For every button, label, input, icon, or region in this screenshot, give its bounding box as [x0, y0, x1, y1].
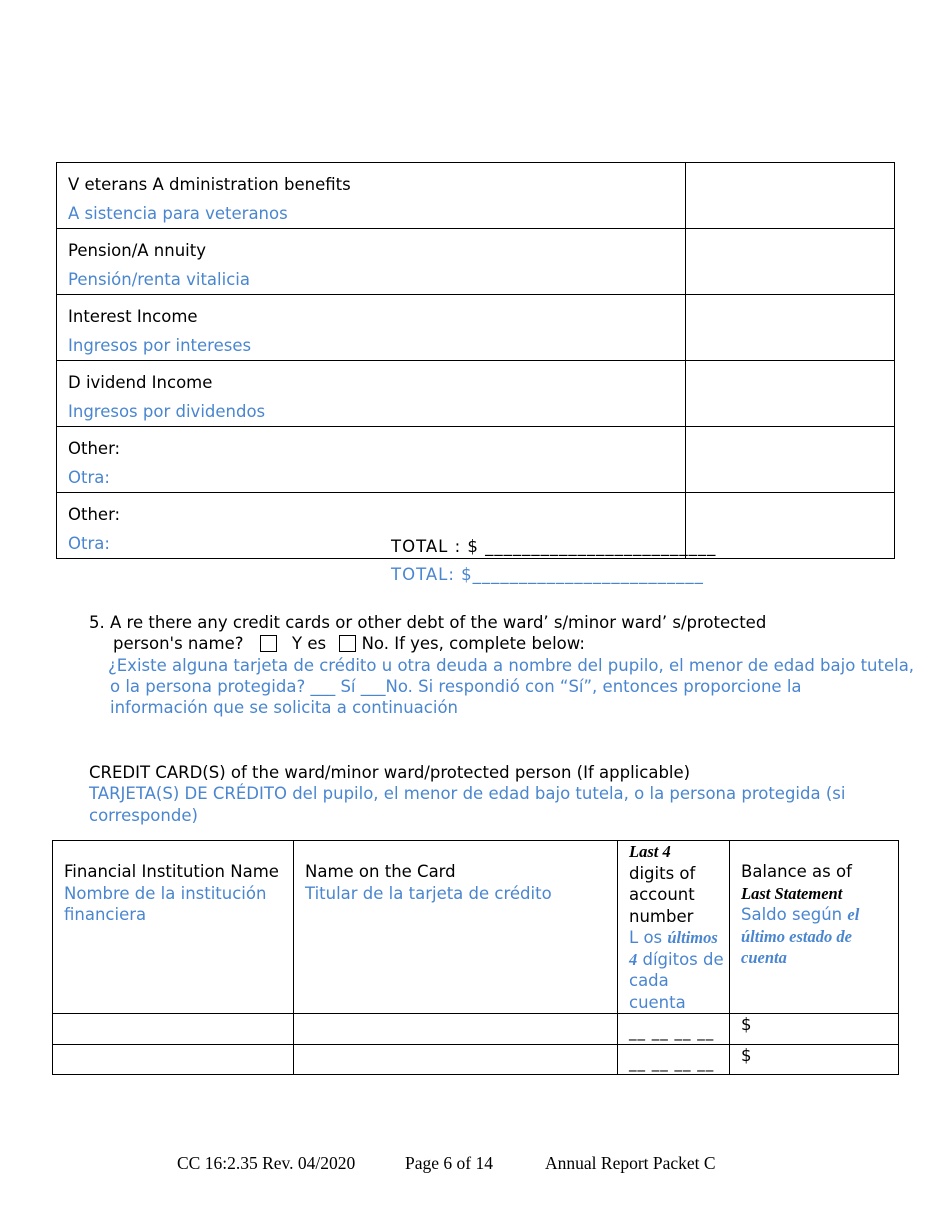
header-col3-es-line1 [629, 927, 729, 949]
balance-field[interactable]: $ [730, 1014, 899, 1045]
credit-card-heading-es-line2: corresponde) [89, 806, 198, 825]
income-label-es: Otra: [68, 534, 110, 553]
header-col3-es-line2 [629, 949, 729, 971]
income-label-cell [57, 427, 686, 493]
header-col3-es-bold2: 4 [629, 949, 638, 969]
credit-card-row [53, 1044, 899, 1075]
question-5-es-line3: información que se solicita a continuación [110, 698, 459, 717]
last-4-digits-field[interactable]: __ __ __ __ [618, 1014, 730, 1045]
name-on-card-field[interactable] [294, 1014, 618, 1045]
income-label-en: V eterans A dministration benefits [68, 175, 351, 194]
question-5-line2 [113, 633, 585, 654]
header-col3-es-prefix: L os [629, 928, 668, 947]
footer-packet-name: Annual Report Packet C [545, 1153, 716, 1173]
header-col3-line3: number [629, 906, 694, 926]
income-label-en: Other: [68, 505, 121, 524]
name-on-card-field[interactable] [294, 1044, 618, 1075]
income-label-en: D ividend Income [68, 373, 213, 392]
question-5-es-line1: ¿Existe alguna tarjeta de crédito u otra deuda a nombre del pupilo, el menor de edad bajo tutela, [108, 656, 915, 675]
financial-institution-field[interactable] [53, 1044, 294, 1075]
income-label-cell [57, 361, 686, 427]
header-balance [730, 841, 899, 1014]
income-row [57, 229, 895, 295]
footer-page-number: Page 6 of 14 [405, 1153, 493, 1173]
header-col3-es-line3: cada cuenta [629, 971, 686, 1012]
income-label-es: Otra: [68, 468, 110, 487]
last-4-digits-field[interactable]: __ __ __ __ [618, 1044, 730, 1075]
credit-card-table [52, 840, 899, 1075]
income-label-es: A sistencia para veteranos [68, 204, 288, 223]
income-label-es: Pensión/renta vitalicia [68, 270, 250, 289]
no-label: No. If yes, complete below: [361, 634, 585, 653]
header-col2-es: Titular de la tarjeta de crédito [305, 883, 552, 903]
income-label-es: Ingresos por intereses [68, 336, 252, 355]
header-financial-institution [53, 841, 294, 1014]
footer-form-id: CC 16:2.35 Rev. 04/2020 [177, 1153, 356, 1173]
income-amount-field[interactable] [686, 493, 895, 559]
income-row [57, 295, 895, 361]
question-line2-prefix: person's name? [113, 634, 244, 653]
income-label-cell [57, 229, 686, 295]
income-amount-field[interactable] [686, 229, 895, 295]
header-col4-es-bold2: último estado de [741, 926, 852, 946]
question-number: 5. [89, 613, 105, 632]
income-row [57, 427, 895, 493]
total-en: TOTAL : $ _________________________ [391, 537, 717, 556]
header-col1-en: Financial Institution Name [64, 862, 279, 881]
income-label-cell [57, 163, 686, 229]
income-label-cell [57, 295, 686, 361]
income-amount-field[interactable] [686, 163, 895, 229]
yes-label: Y es [292, 634, 327, 653]
header-col4-es-line1 [741, 904, 898, 926]
header-col3-es-rest: dígitos de [637, 949, 724, 969]
question-5-es-line2: o la persona protegida? ___ Sí ___No. Si respondió con “Sí”, entonces proporcione la [110, 677, 802, 696]
header-name-on-card [294, 841, 618, 1014]
balance-field[interactable]: $ [730, 1044, 899, 1075]
question-line1: A re there any credit cards or other debt of the ward’ s/minor ward’ s/protected [110, 613, 767, 632]
income-table [56, 162, 895, 559]
header-col3-line1: digits of [629, 863, 696, 883]
credit-card-heading: CREDIT CARD(S) of the ward/minor ward/protected person (If applicable) [89, 763, 691, 782]
income-label-en: Pension/A nnuity [68, 241, 206, 260]
credit-card-row [53, 1014, 899, 1045]
header-col3-line2: account [629, 885, 695, 904]
header-col3-bold: Last 4 [629, 842, 671, 861]
credit-card-heading-es-line1: TARJETA(S) DE CRÉDITO del pupilo, el menor de edad bajo tutela, o la persona protegida (si [89, 784, 846, 803]
header-col4-es-prefix: Saldo según [741, 905, 848, 924]
credit-card-header-row [53, 841, 899, 1014]
header-col3-es-bold1: últimos [667, 928, 718, 947]
header-col4-line1: Balance as of [741, 862, 852, 881]
income-label-en: Interest Income [68, 307, 198, 326]
header-col2-en: Name on the Card [305, 862, 456, 881]
income-amount-field[interactable] [686, 361, 895, 427]
financial-institution-field[interactable] [53, 1014, 294, 1045]
header-col4-es-bold1: el [847, 905, 860, 924]
no-checkbox[interactable] [339, 635, 356, 652]
income-amount-field[interactable] [686, 295, 895, 361]
question-5 [89, 612, 766, 633]
income-row [57, 361, 895, 427]
header-col4-bold: Last Statement [741, 883, 843, 903]
income-label-es: Ingresos por dividendos [68, 402, 266, 421]
income-row [57, 163, 895, 229]
income-label-en: Other: [68, 439, 121, 458]
income-amount-field[interactable] [686, 427, 895, 493]
header-col4-es-bold3: cuenta [741, 948, 787, 967]
total-es: TOTAL: $_________________________ [391, 565, 704, 584]
header-col1-es-line2: financiera [64, 905, 147, 924]
header-last-4-digits [618, 841, 730, 1014]
header-col1-es-line1: Nombre de la institución [64, 883, 267, 903]
yes-checkbox[interactable] [260, 635, 277, 652]
